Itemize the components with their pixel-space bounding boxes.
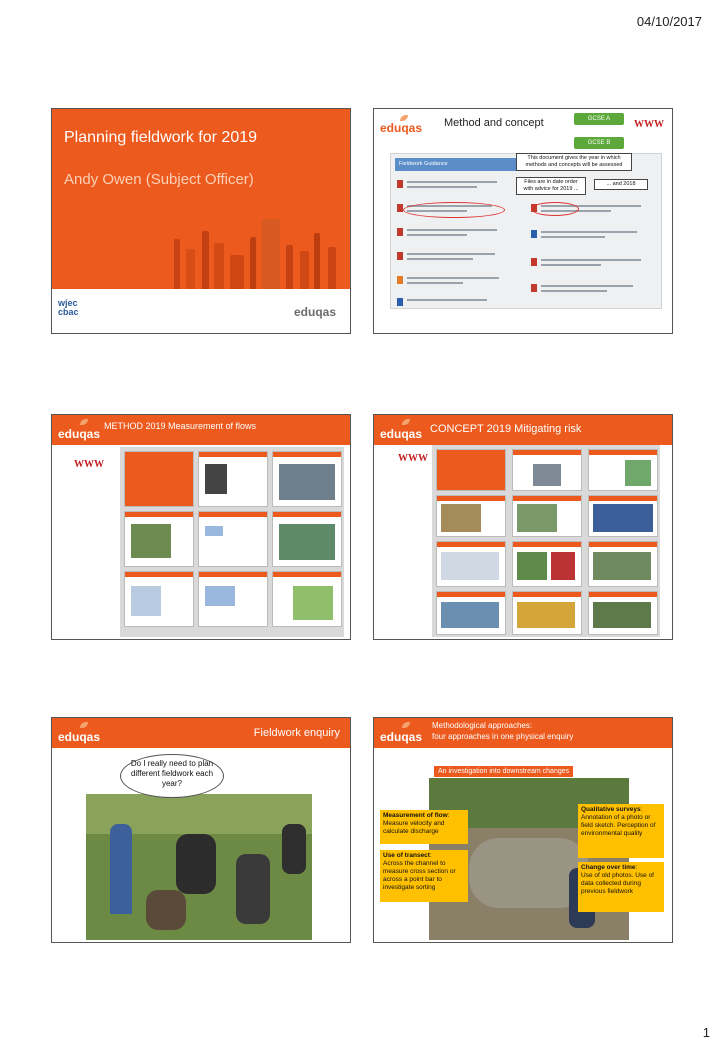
highlight-oval <box>531 202 579 216</box>
pdf-icon <box>397 204 403 212</box>
slide-thumbnail <box>512 591 582 635</box>
www-icon: WWW <box>398 453 428 464</box>
slide-thumbnail <box>124 451 194 507</box>
slide-concept-2019[interactable] <box>373 414 673 640</box>
slide-thumbnail <box>512 541 582 587</box>
fieldwork-guidance-header: Fieldwork Guidance <box>395 158 519 171</box>
speech-bubble: Do I really need to plan different fieldwork each year? <box>120 754 224 798</box>
callout-date-info: This document gives the year in which methods and concepts will be assessed <box>516 153 632 171</box>
word-doc-icon <box>397 298 403 306</box>
pdf-icon <box>531 258 537 266</box>
eduqas-logo: eduqas <box>58 427 101 441</box>
slide-title-text: Planning fieldwork for 2019 <box>64 129 258 146</box>
eduqas-logo: eduqas <box>293 305 336 319</box>
slide-thumbnail <box>124 571 194 627</box>
slide-thumbnail <box>198 451 268 507</box>
slide-title-text: Methodological approaches: four approaches in one physical enquiry <box>432 721 574 741</box>
slide-thumbnail <box>588 495 658 537</box>
pdf-icon <box>397 180 403 188</box>
slide-thumbnail <box>436 495 506 537</box>
slide-title[interactable] <box>51 108 351 334</box>
slide-thumbnail <box>436 449 506 491</box>
eduqas-logo: eduqas <box>58 730 101 744</box>
highlight-oval <box>403 202 505 218</box>
slide-thumbnail <box>198 571 268 627</box>
slide-thumbnail <box>588 591 658 635</box>
word-doc-icon <box>531 230 537 238</box>
slide-title-text: Method and concept <box>444 117 544 129</box>
slide-fieldwork-enquiry[interactable] <box>51 717 351 943</box>
slide-thumbnail <box>436 591 506 635</box>
slide-method-concept[interactable] <box>373 108 673 334</box>
eduqas-logo: eduqas <box>380 730 423 744</box>
page-number: 1 <box>702 1025 710 1040</box>
students-fieldwork-photo <box>86 794 312 940</box>
measurement-of-flow-box: Measurement of flow: Measure velocity and calculate discharge <box>380 810 468 844</box>
slide-thumbnail <box>588 449 658 491</box>
www-icon: WWW <box>74 459 104 470</box>
eduqas-logo: eduqas <box>380 427 423 441</box>
wjec-logo: wjec cbac <box>58 298 79 317</box>
slide-title-text: Fieldwork enquiry <box>253 727 340 739</box>
slide-subtitle-text: Andy Owen (Subject Officer) <box>64 171 254 188</box>
slide-methodological-approaches[interactable] <box>373 717 673 943</box>
pdf-icon <box>397 252 403 260</box>
pdf-icon <box>531 284 537 292</box>
change-over-time-box: Change over time: Use of old photos. Use of data collected during previous fieldwork <box>578 862 664 912</box>
gcse-a-badge: GCSE A <box>574 113 624 125</box>
slide-method-2019[interactable] <box>51 414 351 640</box>
slide-title-text: CONCEPT 2019 Mitigating risk <box>430 423 582 435</box>
page-date: 04/10/2017 <box>636 14 702 29</box>
investigation-banner: An investigation into downstream changes <box>434 766 573 777</box>
slide-thumbnail-grid <box>120 447 344 637</box>
slide-thumbnail <box>436 541 506 587</box>
www-icon: WWW <box>634 119 664 130</box>
slide-thumbnail <box>272 511 342 567</box>
callout-date-order: Files are in date order with advice for 2019 ... <box>516 177 586 195</box>
slide-thumbnail <box>272 451 342 507</box>
slide-thumbnail <box>272 571 342 627</box>
ppt-icon <box>397 276 403 284</box>
slide-thumbnail <box>124 511 194 567</box>
slide-thumbnail <box>512 449 582 491</box>
slide-thumbnail-grid <box>432 445 660 637</box>
qualitative-surveys-box: Qualitative surveys: Annotation of a photo or field sketch. Perception of environmental quality <box>578 804 664 858</box>
slide-thumbnail <box>198 511 268 567</box>
slide-thumbnail <box>512 495 582 537</box>
use-of-transect-box: Use of transect: Across the channel to measure cross section or across a point bar to investigate sorting <box>380 850 468 902</box>
callout-2018: ... and 2018 <box>594 179 648 190</box>
eduqas-logo: eduqas <box>380 121 423 135</box>
slide-thumbnail <box>588 541 658 587</box>
slide-title-text: METHOD 2019 Measurement of flows <box>104 421 257 431</box>
pdf-icon <box>397 228 403 236</box>
gcse-b-badge: GCSE B <box>574 137 624 149</box>
